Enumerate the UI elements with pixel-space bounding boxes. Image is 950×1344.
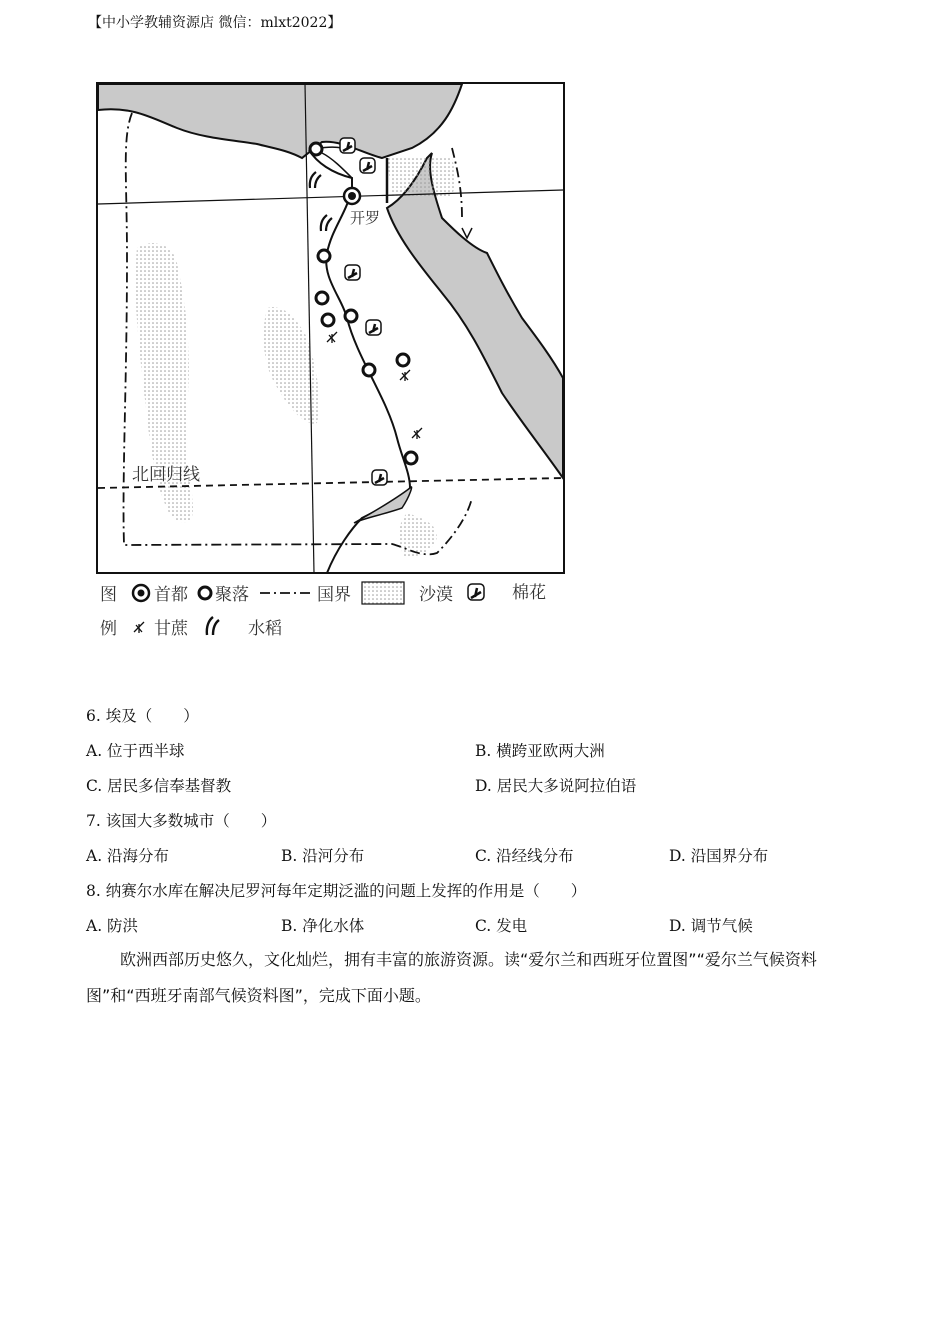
legend-cotton-symbol (468, 584, 484, 600)
reading-passage-text: 欧洲西部历史悠久，文化灿烂，拥有丰富的旅游资源。读“爱尔兰和西班牙位置图”“爱尔兰气候资料图”和“西班牙南部气候资料图”，完成下面小题。 (86, 950, 817, 1005)
question-8-option-b[interactable]: B. 净化水体 (281, 917, 365, 935)
question-7-stem: 7. 该国大多数城市（ ） (86, 812, 277, 830)
reading-passage (86, 942, 861, 1014)
question-7-option-d[interactable]: D. 沿国界分布 (669, 847, 769, 865)
question-8-stem: 8. 纳赛尔水库在解决尼罗河每年定期泛滥的问题上发挥的作用是（ ） (86, 882, 587, 900)
legend-capital-label: 首都 (154, 585, 188, 605)
question-6-stem: 6. 埃及（ ） (86, 707, 199, 725)
settlement-marker (363, 364, 375, 376)
settlement-marker (397, 354, 409, 366)
settlement-marker (318, 250, 330, 262)
legend-title-bottom: 例 (100, 619, 117, 639)
legend-sugarcane-symbol (134, 622, 144, 633)
legend-desert-symbol (362, 582, 404, 604)
settlement-marker (405, 452, 417, 464)
map-legend (100, 582, 546, 639)
settlement-marker (322, 314, 334, 326)
question-6-option-a[interactable]: A. 位于西半球 (86, 742, 185, 760)
question-6-option-b[interactable]: B. 横跨亚欧两大洲 (475, 742, 605, 760)
question-7-option-c[interactable]: C. 沿经线分布 (475, 847, 574, 865)
question-8-option-c[interactable]: C. 发电 (475, 917, 528, 935)
question-8-option-d[interactable]: D. 调节气候 (669, 917, 753, 935)
cotton-icon (340, 138, 355, 153)
question-6-option-d[interactable]: D. 居民大多说阿拉伯语 (475, 777, 637, 795)
settlement-marker (345, 310, 357, 322)
legend-settlement-symbol (199, 587, 211, 599)
cotton-icon (366, 320, 381, 335)
legend-border-label: 国界 (317, 585, 351, 605)
cotton-icon (345, 265, 360, 280)
page-header: 【中小学教辅资源店 微信：mlxt2022】 (88, 15, 342, 31)
legend-desert-label: 沙漠 (419, 585, 453, 605)
legend-settlement-label: 聚落 (215, 585, 249, 605)
question-8-option-a[interactable]: A. 防洪 (86, 917, 139, 935)
question-7-option-a[interactable]: A. 沿海分布 (86, 847, 170, 865)
question-7-option-b[interactable]: B. 沿河分布 (281, 847, 365, 865)
legend-title-top: 图 (100, 585, 117, 605)
legend-rice-symbol (207, 617, 219, 635)
settlement-marker (310, 143, 322, 155)
settlement-marker (316, 292, 328, 304)
legend-cotton-label: 棉花 (512, 583, 546, 603)
egypt-map (92, 78, 572, 653)
cotton-icon (372, 470, 387, 485)
legend-rice-label: 水稻 (248, 619, 282, 639)
capital-marker-dot (348, 192, 356, 200)
tropic-label: 北回归线 (132, 465, 200, 485)
cotton-icon (360, 158, 375, 173)
desert-sinai (387, 158, 455, 198)
question-6-option-c[interactable]: C. 居民多信奉基督教 (86, 777, 232, 795)
cairo-label: 开罗 (350, 209, 381, 227)
legend-sugarcane-label: 甘蔗 (154, 619, 188, 639)
